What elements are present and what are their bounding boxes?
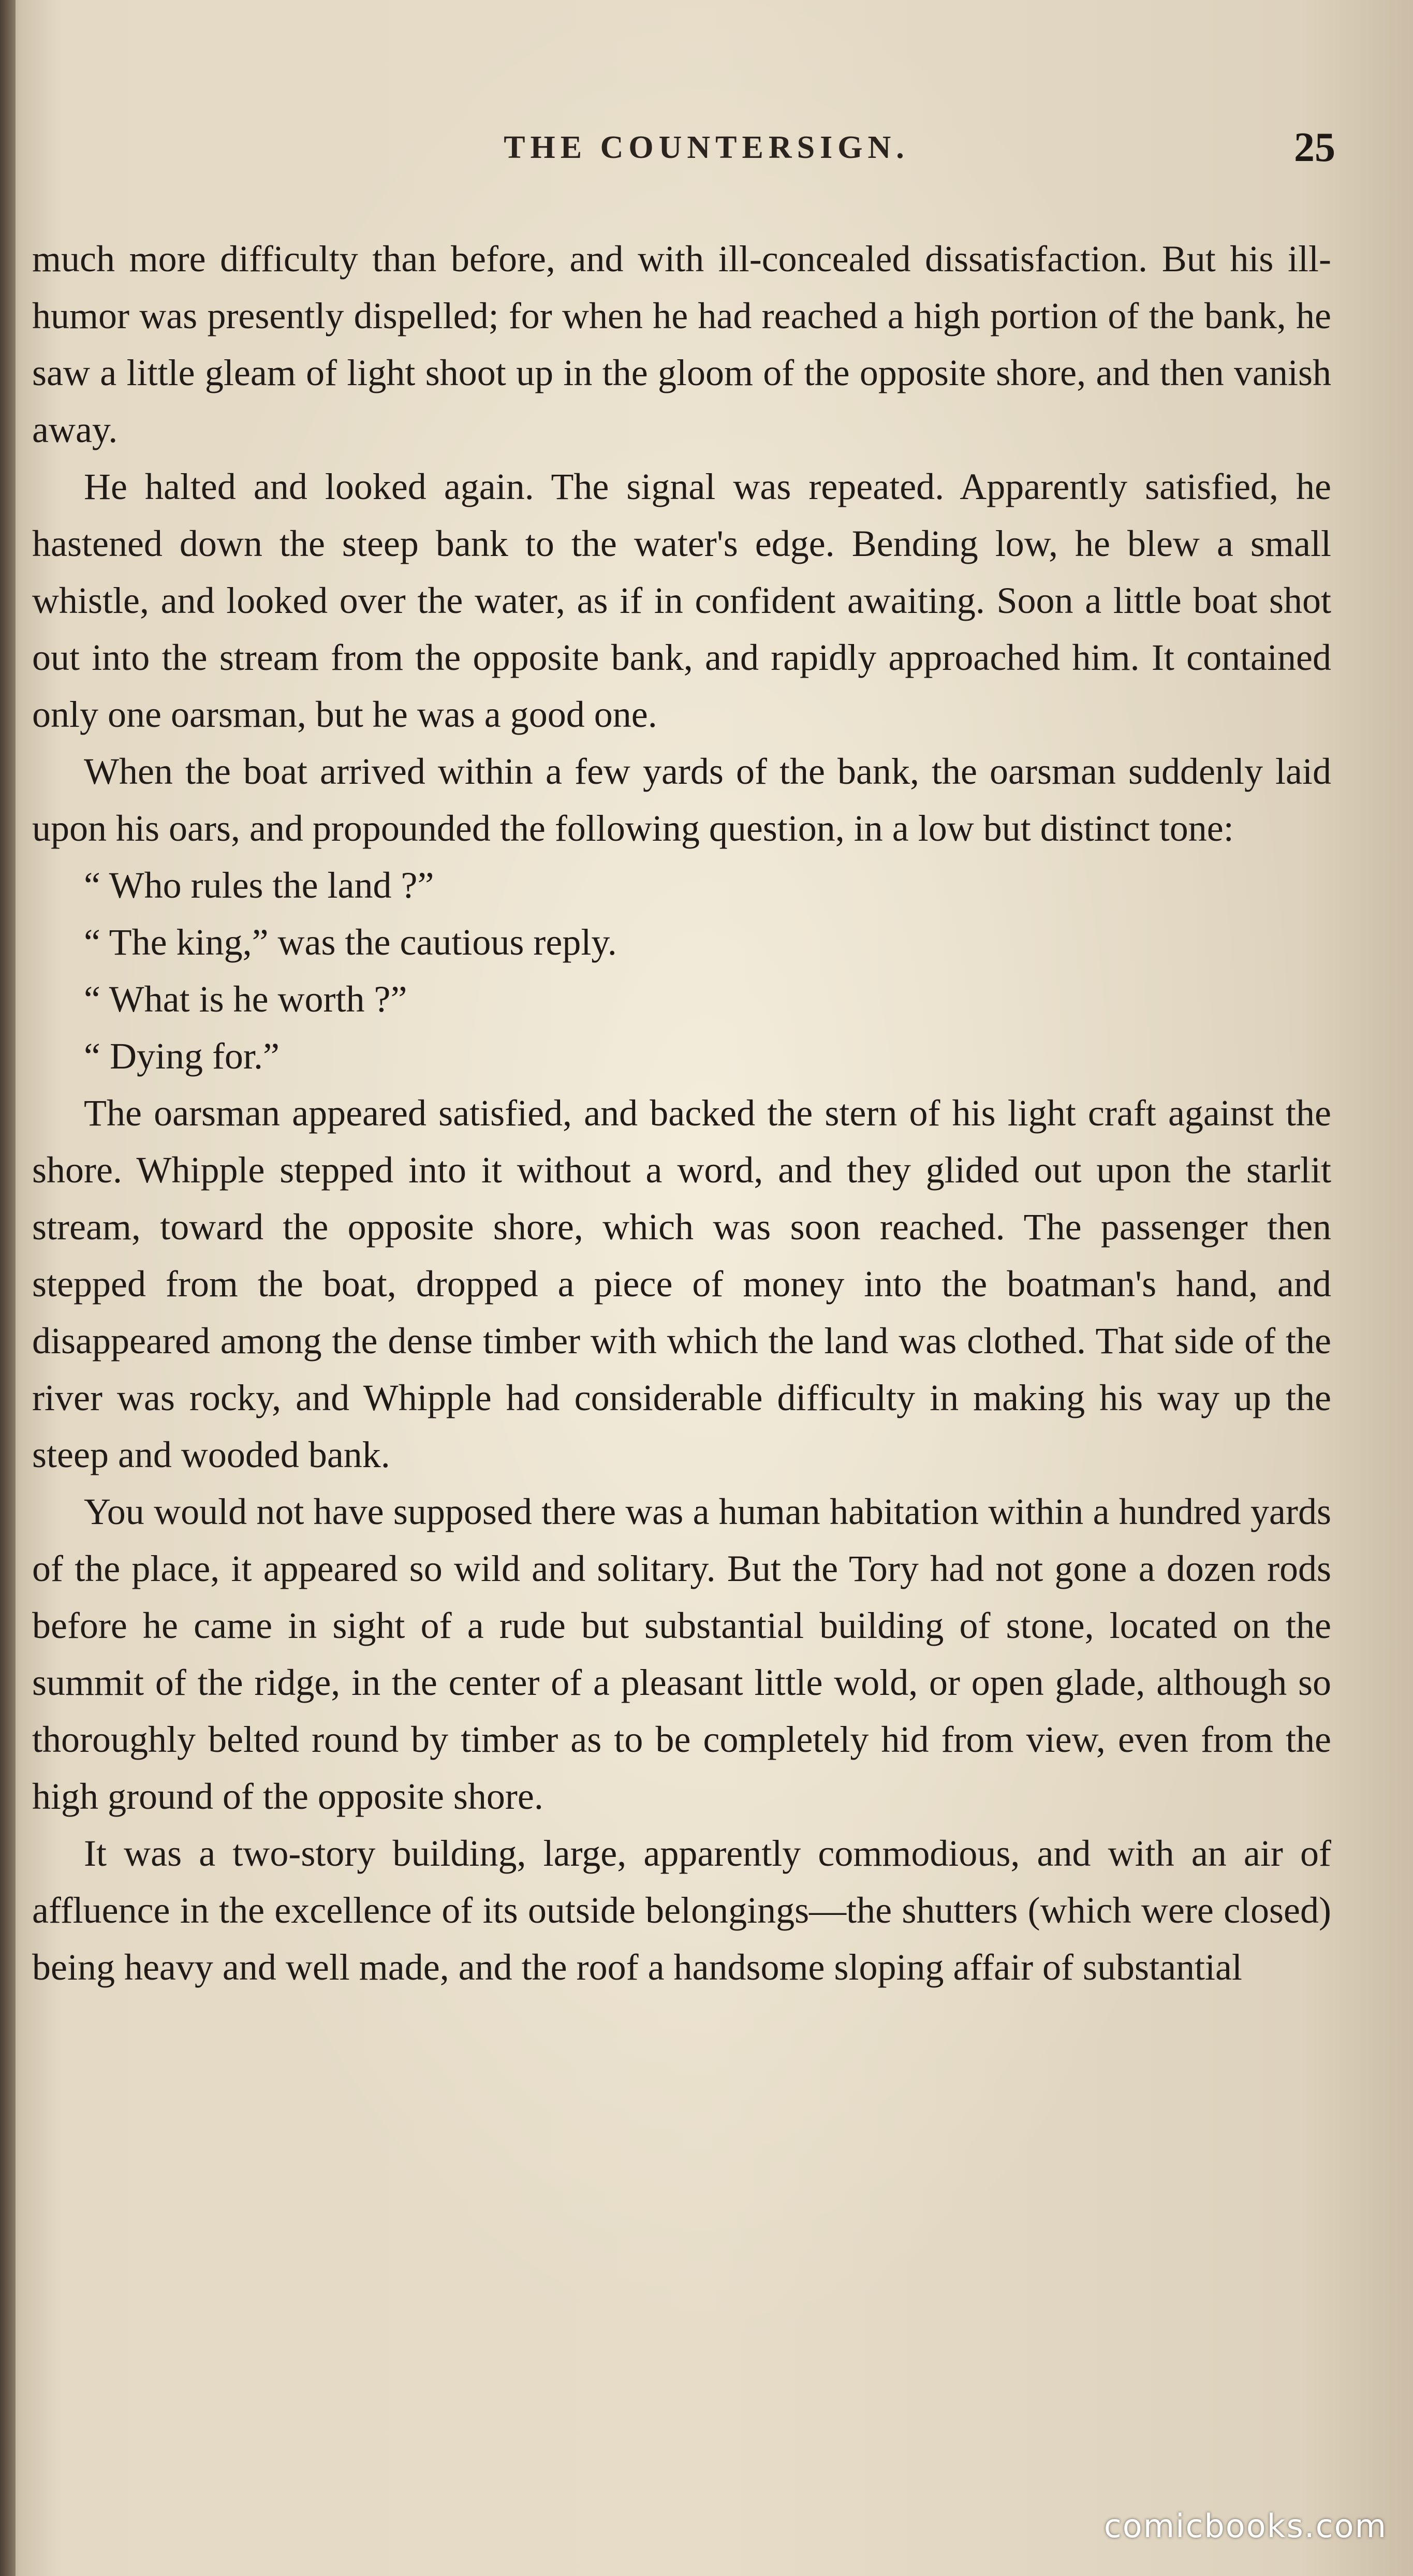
- watermark: comicbooks.com: [1103, 2507, 1387, 2545]
- page-binding-edge: [0, 0, 16, 2576]
- paragraph: You would not have supposed there was a human habitation within a hundred yards of the place, it appeared so wild and solitary. But the Tory had not gone a dozen rods before he came in sight of a rude but substantial building of stone, located on the summit of the ridge, in the center of a pleasant little wold, or open glade, although so thoroughly belted round by timber as to be completely hid from view, even from the high ground of the opposite shore.: [32, 1491, 1331, 1817]
- body-text: [32, 230, 1331, 1996]
- paragraph: The oarsman appeared satisfied, and backed the stern of his light craft against the shore. Whipple stepped into it without a word, and they glided out upon the starlit stream, toward the opposite shore, which was soon reached. The passenger then stepped from the boat, dropped a piece of money into the boatman's hand, and disappeared among the dense timber with which the land was clothed. That side of the river was rocky, and Whipple had considerable difficulty in making his way up the steep and wooded bank.: [32, 1092, 1331, 1475]
- page-number: 25: [1294, 125, 1335, 170]
- paragraph: When the boat arrived within a few yards of the bank, the oarsman suddenly laid upon his oars, and propounded the following question, in a low but distinct tone:: [32, 751, 1331, 849]
- paragraph: He halted and looked again. The signal was repeated. Apparently satisfied, he hastened down the steep bank to the water's edge. Bending low, he blew a small whistle, and looked over the water, as if in confident awaiting. Soon a little boat shot out into the stream from the opposite bank, and rapidly approached him. It contained only one oarsman, but he was a good one.: [32, 466, 1331, 735]
- paragraph: It was a two-story building, large, apparently commodious, and with an air of affluence in the excellence of its outside belongings—the shutters (which were closed) being heavy and well made, and the roof a handsome sloping affair of substantial: [32, 1833, 1331, 1988]
- dialogue-line: “ What is he worth ?”: [84, 978, 407, 1020]
- dialogue-line: “ The king,” was the cautious reply.: [84, 921, 617, 963]
- paragraph: much more difficulty than before, and with ill-concealed dissatisfaction. But his ill-humor was presently dispelled; for when he had reached a high portion of the bank, he saw a little gleam of light shoot up in the gloom of the opposite shore, and then vanish away.: [32, 238, 1331, 450]
- dialogue-line: “ Who rules the land ?”: [84, 865, 434, 906]
- dialogue-line: “ Dying for.”: [84, 1035, 279, 1077]
- page-header: [0, 124, 1413, 186]
- running-title: THE COUNTERSIGN.: [504, 130, 909, 165]
